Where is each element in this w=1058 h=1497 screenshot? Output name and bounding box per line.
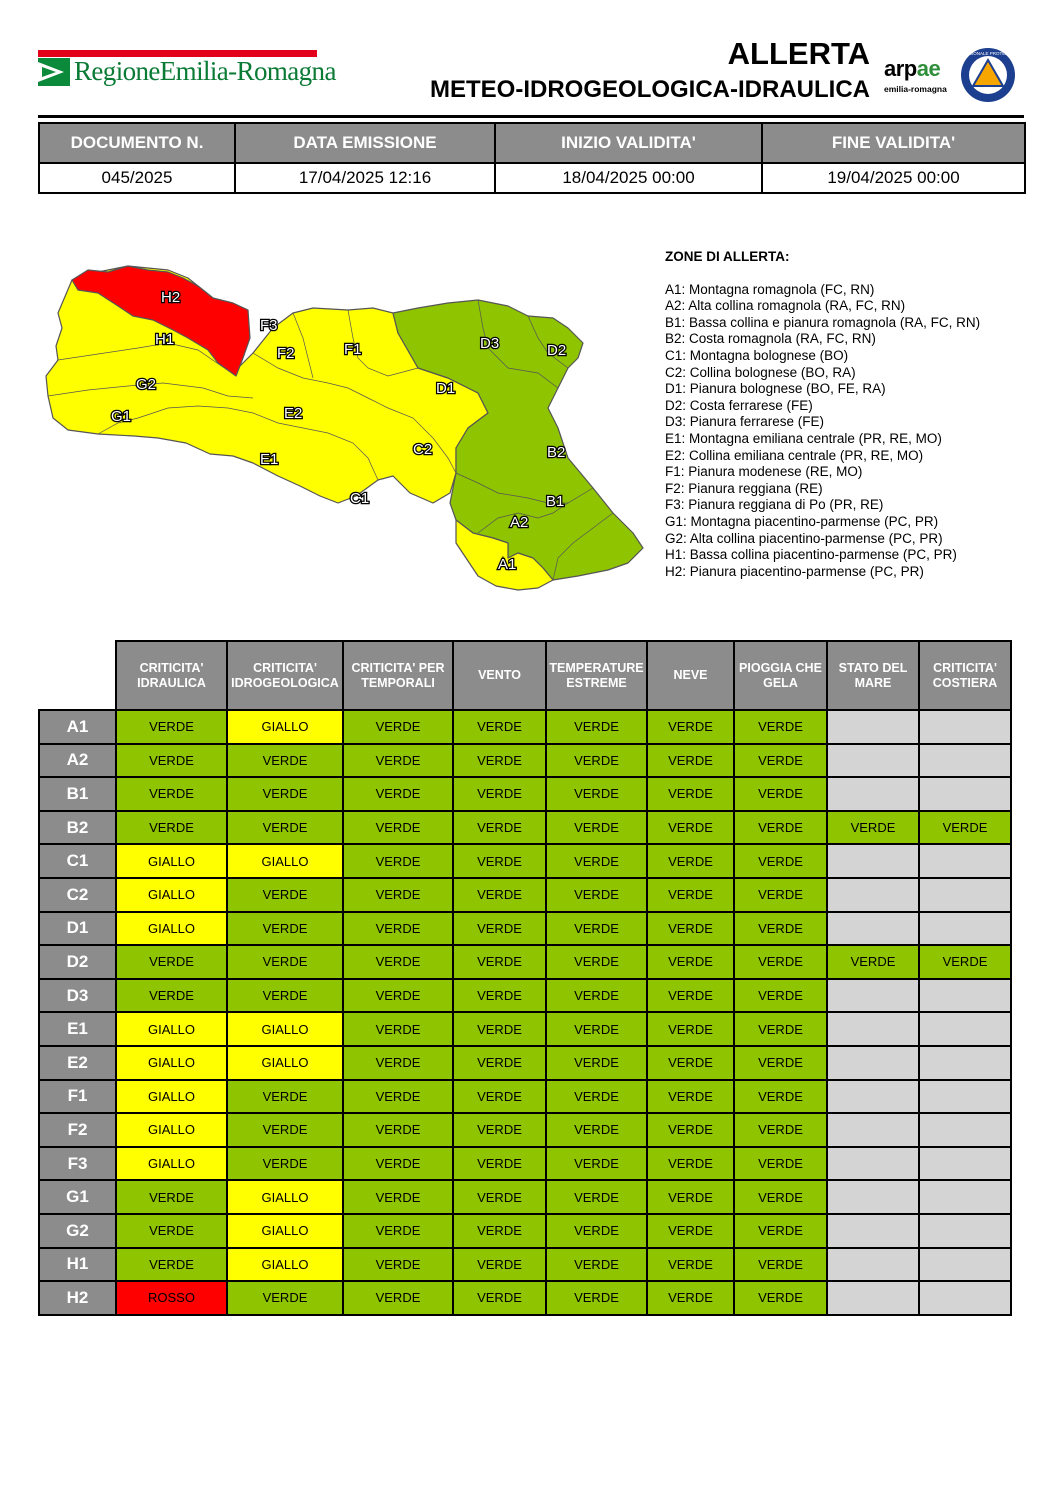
not-applicable-cell	[919, 1248, 1011, 1282]
alert-level-cell: VERDE	[546, 1113, 647, 1147]
alert-level-cell: VERDE	[343, 844, 453, 878]
alert-level-cell: VERDE	[453, 844, 546, 878]
validity-start: 18/04/2025 00:00	[495, 163, 762, 193]
region-logo-text: RegioneEmilia-Romagna	[74, 56, 336, 86]
alert-level-cell: VERDE	[734, 744, 827, 778]
alert-level-cell: VERDE	[116, 811, 227, 845]
map-label-b1: B1	[546, 493, 565, 510]
alert-level-cell: VERDE	[343, 777, 453, 811]
table-row	[39, 710, 1011, 744]
alert-level-cell: VERDE	[546, 1281, 647, 1315]
column-header: NEVE	[647, 641, 734, 710]
alert-level-cell: GIALLO	[116, 912, 227, 946]
header-document-number: DOCUMENTO N.	[39, 123, 235, 163]
alert-level-cell: VERDE	[546, 912, 647, 946]
table-row	[39, 1248, 1011, 1282]
not-applicable-cell	[827, 1113, 919, 1147]
zone-item: E2: Collina emiliana centrale (PR, RE, MO)	[665, 447, 924, 463]
header-issue-date: DATA EMISSIONE	[235, 123, 495, 163]
alert-level-cell: VERDE	[453, 979, 546, 1013]
not-applicable-cell	[827, 1046, 919, 1080]
alert-level-cell: VERDE	[453, 1113, 546, 1147]
table-row	[39, 844, 1011, 878]
alert-level-cell: GIALLO	[116, 878, 227, 912]
not-applicable-cell	[919, 1012, 1011, 1046]
alert-level-cell: VERDE	[647, 1147, 734, 1181]
document-number: 045/2025	[39, 163, 235, 193]
table-row	[39, 1080, 1011, 1114]
zone-code: F3	[39, 1147, 116, 1181]
not-applicable-cell	[919, 1281, 1011, 1315]
alert-level-cell: VERDE	[546, 1147, 647, 1181]
arpae-logo-text: arpae	[884, 56, 941, 81]
alert-level-cell: VERDE	[734, 979, 827, 1013]
zone-item: D2: Costa ferrarese (FE)	[665, 397, 813, 413]
alert-level-cell: VERDE	[116, 1180, 227, 1214]
zones-legend-title: ZONE DI ALLERTA:	[665, 249, 790, 264]
alert-level-cell: VERDE	[453, 1214, 546, 1248]
not-applicable-cell	[827, 710, 919, 744]
alert-level-cell: VERDE	[734, 1147, 827, 1181]
alert-level-cell: VERDE	[453, 912, 546, 946]
column-header: STATO DEL MARE	[827, 641, 919, 710]
table-row	[39, 945, 1011, 979]
table-row	[39, 1147, 1011, 1181]
zone-code: F1	[39, 1080, 116, 1114]
alert-level-cell: VERDE	[453, 1012, 546, 1046]
alert-level-cell: VERDE	[453, 777, 546, 811]
map-label-e1: E1	[260, 451, 279, 468]
alert-level-cell: VERDE	[546, 1080, 647, 1114]
alert-level-cell: VERDE	[647, 979, 734, 1013]
alert-level-cell: VERDE	[647, 744, 734, 778]
alert-level-cell: VERDE	[343, 1281, 453, 1315]
alert-level-cell: VERDE	[453, 1248, 546, 1282]
zone-code: D2	[39, 945, 116, 979]
zone-item: F3: Pianura reggiana di Po (PR, RE)	[665, 497, 884, 513]
alert-level-cell: VERDE	[647, 811, 734, 845]
alert-level-cell: VERDE	[453, 1180, 546, 1214]
alert-level-cell: VERDE	[343, 744, 453, 778]
alert-level-cell: VERDE	[227, 1080, 343, 1114]
not-applicable-cell	[827, 777, 919, 811]
zone-code: E1	[39, 1012, 116, 1046]
table-row	[39, 744, 1011, 778]
alert-level-cell: VERDE	[453, 945, 546, 979]
alert-level-cell: VERDE	[453, 878, 546, 912]
alert-level-cell: VERDE	[116, 979, 227, 1013]
alert-level-cell: VERDE	[734, 878, 827, 912]
alert-level-cell: VERDE	[546, 1248, 647, 1282]
alert-level-cell: VERDE	[227, 912, 343, 946]
map-label-c2: C2	[413, 441, 433, 458]
alert-level-cell: VERDE	[343, 811, 453, 845]
zone-item: G1: Montagna piacentino-parmense (PC, PR)	[665, 513, 939, 529]
alert-level-cell: VERDE	[227, 945, 343, 979]
map-label-e2: E2	[284, 405, 303, 422]
alert-level-cell: GIALLO	[227, 844, 343, 878]
not-applicable-cell	[919, 1080, 1011, 1114]
table-row	[39, 1012, 1011, 1046]
table-row	[39, 979, 1011, 1013]
zones-legend	[665, 249, 980, 580]
alert-level-cell: VERDE	[453, 744, 546, 778]
zone-item: C1: Montagna bolognese (BO)	[665, 347, 849, 363]
alert-level-cell: VERDE	[343, 1080, 453, 1114]
not-applicable-cell	[919, 1147, 1011, 1181]
table-row	[39, 1180, 1011, 1214]
alert-level-cell: VERDE	[546, 979, 647, 1013]
alert-level-cell: GIALLO	[116, 1113, 227, 1147]
alert-level-cell: GIALLO	[227, 1046, 343, 1080]
alert-level-cell: VERDE	[546, 844, 647, 878]
table-row	[39, 811, 1011, 845]
alert-level-cell: VERDE	[647, 1214, 734, 1248]
map-label-d2: D2	[547, 342, 567, 359]
not-applicable-cell	[827, 878, 919, 912]
zone-code: B2	[39, 811, 116, 845]
validity-end: 19/04/2025 00:00	[762, 163, 1025, 193]
not-applicable-cell	[919, 1214, 1011, 1248]
alert-level-cell: VERDE	[734, 1180, 827, 1214]
alert-level-cell: GIALLO	[116, 1080, 227, 1114]
alert-level-cell: VERDE	[734, 945, 827, 979]
alert-level-cell: VERDE	[734, 710, 827, 744]
alert-level-cell: VERDE	[734, 1113, 827, 1147]
alert-level-cell: VERDE	[546, 878, 647, 912]
alert-level-cell: GIALLO	[227, 1248, 343, 1282]
zone-item: H2: Pianura piacentino-parmense (PC, PR)	[665, 563, 924, 579]
issue-date: 17/04/2025 12:16	[235, 163, 495, 193]
not-applicable-cell	[827, 1248, 919, 1282]
zone-code: C1	[39, 844, 116, 878]
not-applicable-cell	[919, 744, 1011, 778]
not-applicable-cell	[919, 1180, 1011, 1214]
alert-level-cell: VERDE	[546, 777, 647, 811]
map-label-f3: F3	[260, 317, 278, 334]
alert-level-cell: VERDE	[453, 1046, 546, 1080]
not-applicable-cell	[827, 912, 919, 946]
page-subtitle: METEO-IDROGEOLOGICA-IDRAULICA	[430, 76, 870, 103]
header-validity-start: INIZIO VALIDITA'	[495, 123, 762, 163]
alert-level-cell: GIALLO	[227, 1214, 343, 1248]
alert-level-cell: VERDE	[116, 710, 227, 744]
zone-code: G1	[39, 1180, 116, 1214]
alert-level-cell: VERDE	[827, 811, 919, 845]
zone-item: B2: Costa romagnola (RA, FC, RN)	[665, 331, 876, 347]
zone-item: D3: Pianura ferrarese (FE)	[665, 414, 825, 430]
zone-code: A1	[39, 710, 116, 744]
map-label-b2: B2	[547, 444, 566, 461]
alert-level-cell: GIALLO	[227, 710, 343, 744]
table-row	[39, 1281, 1011, 1315]
alert-level-cell: VERDE	[116, 945, 227, 979]
map-label-d3: D3	[480, 335, 500, 352]
arpae-logo-sub: emilia-romagna	[884, 84, 947, 94]
table-row	[39, 912, 1011, 946]
not-applicable-cell	[827, 1147, 919, 1181]
alert-level-cell: VERDE	[343, 1214, 453, 1248]
not-applicable-cell	[827, 844, 919, 878]
map-label-a1: A1	[498, 556, 517, 573]
zone-code: G2	[39, 1214, 116, 1248]
not-applicable-cell	[919, 979, 1011, 1013]
not-applicable-cell	[827, 1180, 919, 1214]
alert-level-cell: VERDE	[647, 1080, 734, 1114]
map-label-g1: G1	[111, 408, 132, 425]
alert-level-cell: VERDE	[647, 1046, 734, 1080]
alert-level-cell: VERDE	[647, 1248, 734, 1282]
zone-code: C2	[39, 878, 116, 912]
alert-level-cell: VERDE	[343, 945, 453, 979]
alert-level-cell: VERDE	[734, 1214, 827, 1248]
not-applicable-cell	[919, 1113, 1011, 1147]
alert-level-cell: GIALLO	[227, 1012, 343, 1046]
zone-code: H2	[39, 1281, 116, 1315]
not-applicable-cell	[827, 1214, 919, 1248]
alert-level-cell: VERDE	[546, 744, 647, 778]
alert-level-cell: VERDE	[343, 1180, 453, 1214]
not-applicable-cell	[827, 1080, 919, 1114]
alert-level-cell: VERDE	[734, 1248, 827, 1282]
not-applicable-cell	[827, 1281, 919, 1315]
not-applicable-cell	[827, 744, 919, 778]
alert-level-cell: VERDE	[227, 1281, 343, 1315]
not-applicable-cell	[919, 777, 1011, 811]
page-title: ALLERTA	[727, 36, 870, 71]
column-header: PIOGGIA CHE GELA	[734, 641, 827, 710]
table-row	[39, 777, 1011, 811]
alert-level-cell: VERDE	[919, 945, 1011, 979]
zone-code: H1	[39, 1248, 116, 1282]
map-label-f1: F1	[344, 341, 362, 358]
alert-level-cell: VERDE	[734, 1012, 827, 1046]
alert-level-cell: VERDE	[343, 979, 453, 1013]
map-label-f2: F2	[277, 345, 295, 362]
risk-table	[38, 640, 1012, 1316]
alert-zones-map	[38, 258, 648, 598]
alert-level-cell: VERDE	[546, 710, 647, 744]
column-header: CRITICITA' IDRAULICA	[116, 641, 227, 710]
alert-level-cell: VERDE	[227, 777, 343, 811]
alert-level-cell: VERDE	[734, 844, 827, 878]
column-header: CRITICITA' IDROGEOLOGICA	[227, 641, 343, 710]
table-row	[39, 1046, 1011, 1080]
alert-level-cell: GIALLO	[116, 1046, 227, 1080]
alert-level-cell: VERDE	[546, 945, 647, 979]
not-applicable-cell	[919, 844, 1011, 878]
civil-protection-logo	[941, 47, 1035, 103]
alert-level-cell: VERDE	[546, 1180, 647, 1214]
alert-level-cell: VERDE	[546, 1046, 647, 1080]
alert-level-cell: VERDE	[647, 878, 734, 912]
alert-level-cell: VERDE	[227, 1147, 343, 1181]
zone-code: A2	[39, 744, 116, 778]
alert-level-cell: VERDE	[227, 979, 343, 1013]
alert-level-cell: VERDE	[734, 1281, 827, 1315]
alert-level-cell: VERDE	[116, 777, 227, 811]
alert-level-cell: VERDE	[546, 1012, 647, 1046]
alert-level-cell: VERDE	[116, 1214, 227, 1248]
zone-item: B1: Bassa collina e pianura romagnola (RA, FC, RN)	[665, 314, 981, 330]
map-label-g2: G2	[136, 376, 157, 393]
alert-level-cell: VERDE	[647, 777, 734, 811]
risk-table-body	[39, 710, 1011, 1315]
header-validity-end: FINE VALIDITA'	[762, 123, 1025, 163]
alert-level-cell: VERDE	[343, 710, 453, 744]
not-applicable-cell	[827, 1012, 919, 1046]
map-label-h1: H1	[155, 331, 175, 348]
zone-item: G2: Alta collina piacentino-parmense (PC, PR)	[665, 530, 943, 546]
alert-level-cell: VERDE	[647, 1281, 734, 1315]
column-header: TEMPERATURE ESTREME	[546, 641, 647, 710]
map-label-d1: D1	[436, 380, 456, 397]
zone-item: E1: Montagna emiliana centrale (PR, RE, MO)	[665, 430, 942, 446]
alert-level-cell: VERDE	[647, 710, 734, 744]
zone-code: D1	[39, 912, 116, 946]
column-header: CRITICITA' COSTIERA	[919, 641, 1011, 710]
alert-level-cell: VERDE	[343, 1147, 453, 1181]
alert-level-cell: VERDE	[647, 844, 734, 878]
alert-level-cell: VERDE	[734, 1046, 827, 1080]
alert-level-cell: VERDE	[343, 912, 453, 946]
map-label-h2: H2	[161, 289, 181, 306]
regione-emilia-romagna-logo	[38, 50, 336, 90]
zone-item: A1: Montagna romagnola (FC, RN)	[665, 281, 875, 297]
alert-level-cell: GIALLO	[116, 844, 227, 878]
map-label-a2: A2	[510, 514, 529, 531]
alert-level-cell: VERDE	[546, 1214, 647, 1248]
zone-item: F2: Pianura reggiana (RE)	[665, 480, 823, 496]
civil-protection-logo-text: AGENZIA REGIONALE PROTEZIONE CIVILE	[941, 51, 1035, 56]
zone-code: D3	[39, 979, 116, 1013]
zone-code: B1	[39, 777, 116, 811]
table-row	[39, 878, 1011, 912]
alert-level-cell: GIALLO	[116, 1147, 227, 1181]
alert-level-cell: VERDE	[734, 1080, 827, 1114]
zone-item: C2: Collina bolognese (BO, RA)	[665, 364, 856, 380]
alert-level-cell: VERDE	[734, 777, 827, 811]
zone-item: A2: Alta collina romagnola (RA, FC, RN)	[665, 298, 906, 314]
arpae-logo	[884, 56, 954, 100]
zone-code: E2	[39, 1046, 116, 1080]
alert-level-cell: VERDE	[647, 1012, 734, 1046]
alert-level-cell: VERDE	[453, 1147, 546, 1181]
table-row	[39, 1214, 1011, 1248]
table-corner	[39, 641, 116, 710]
alert-level-cell: VERDE	[343, 1046, 453, 1080]
alert-level-cell: VERDE	[647, 945, 734, 979]
header-divider	[38, 115, 1024, 118]
region-flag-icon	[38, 58, 70, 86]
alert-level-cell: VERDE	[453, 1080, 546, 1114]
alert-level-cell: VERDE	[343, 1113, 453, 1147]
document-info-table	[38, 122, 1026, 194]
column-header: VENTO	[453, 641, 546, 710]
alert-level-cell: VERDE	[919, 811, 1011, 845]
not-applicable-cell	[919, 878, 1011, 912]
table-row	[39, 1113, 1011, 1147]
column-header: CRITICITA' PER TEMPORALI	[343, 641, 453, 710]
alert-level-cell: VERDE	[546, 811, 647, 845]
alert-level-cell: VERDE	[734, 912, 827, 946]
alert-level-cell: VERDE	[116, 1248, 227, 1282]
zone-item: F1: Pianura modenese (RE, MO)	[665, 464, 863, 480]
alert-level-cell: VERDE	[227, 744, 343, 778]
not-applicable-cell	[919, 710, 1011, 744]
alert-level-cell: VERDE	[343, 1248, 453, 1282]
alert-level-cell: VERDE	[734, 811, 827, 845]
alert-level-cell: GIALLO	[227, 1180, 343, 1214]
alert-level-cell: VERDE	[453, 811, 546, 845]
zone-item: D1: Pianura bolognese (BO, FE, RA)	[665, 381, 886, 397]
alert-level-cell: VERDE	[647, 912, 734, 946]
alert-level-cell: VERDE	[647, 1180, 734, 1214]
not-applicable-cell	[919, 912, 1011, 946]
alert-level-cell: VERDE	[343, 878, 453, 912]
alert-level-cell: GIALLO	[116, 1012, 227, 1046]
zone-item: H1: Bassa collina piacentino-parmense (PC, PR)	[665, 547, 957, 563]
alert-level-cell: VERDE	[343, 1012, 453, 1046]
alert-level-cell: VERDE	[227, 811, 343, 845]
zone-code: F2	[39, 1113, 116, 1147]
alert-level-cell: VERDE	[453, 710, 546, 744]
not-applicable-cell	[827, 979, 919, 1013]
alert-level-cell: VERDE	[227, 878, 343, 912]
alert-level-cell: VERDE	[827, 945, 919, 979]
alert-level-cell: VERDE	[453, 1281, 546, 1315]
alert-level-cell: VERDE	[227, 1113, 343, 1147]
alert-level-cell: VERDE	[116, 744, 227, 778]
not-applicable-cell	[919, 1046, 1011, 1080]
alert-level-cell: VERDE	[647, 1113, 734, 1147]
map-label-c1: C1	[350, 490, 370, 507]
alert-level-cell: ROSSO	[116, 1281, 227, 1315]
